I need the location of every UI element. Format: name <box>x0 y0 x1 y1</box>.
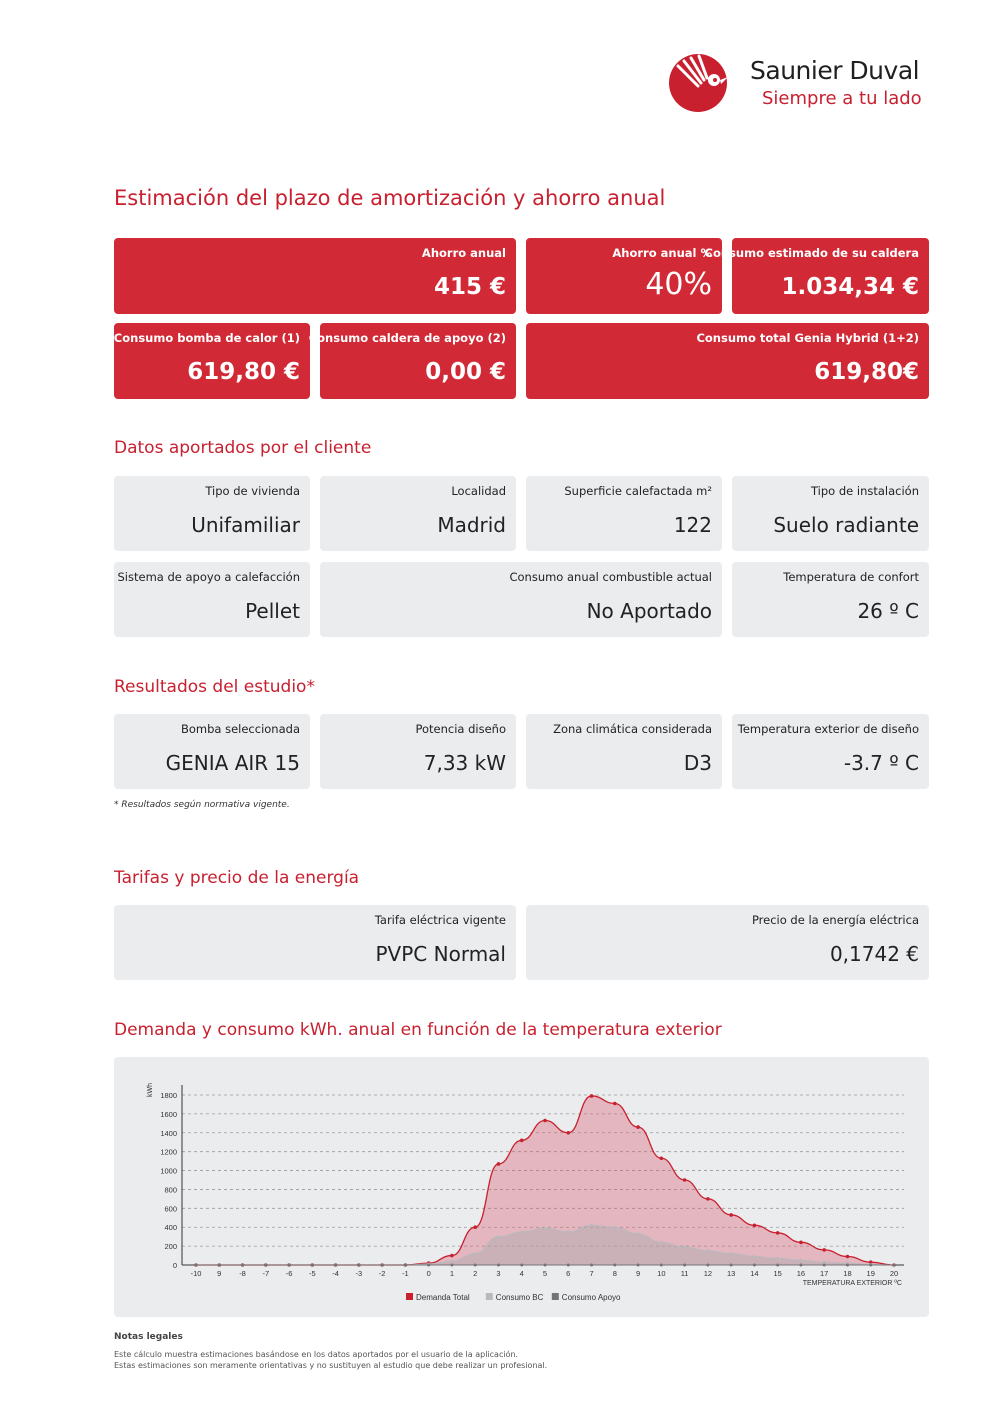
data-point <box>357 1264 360 1267</box>
data-point <box>729 1213 733 1217</box>
y-tick-label: 1000 <box>160 1166 177 1176</box>
data-point <box>450 1260 453 1263</box>
data-point <box>264 1264 267 1267</box>
field-label: Tipo de vivienda <box>205 484 300 498</box>
summary-label: Consumo caldera de apoyo (2) <box>308 331 506 345</box>
data-point <box>544 1227 547 1230</box>
client-field-consumo-combustible <box>320 562 722 637</box>
x-tick-label: 15 <box>773 1269 782 1278</box>
tariffs-section-heading: Tarifas y precio de la energía <box>114 868 360 888</box>
field-label: Temperatura exterior de diseño <box>737 722 919 736</box>
field-value: 122 <box>673 513 712 537</box>
field-label: Sistema de apoyo a calefacción <box>117 570 300 584</box>
x-tick-label: 3 <box>496 1269 501 1278</box>
summary-card-caldera-apoyo <box>308 323 516 399</box>
legend-swatch <box>486 1293 493 1300</box>
x-tick-label: 8 <box>612 1269 617 1278</box>
summary-card-consumo-caldera <box>704 238 929 314</box>
client-field-tipo-vivienda <box>114 476 310 551</box>
field-value: Unifamiliar <box>191 513 300 537</box>
data-point <box>474 1264 477 1267</box>
summary-label: Consumo estimado de su caldera <box>704 246 919 260</box>
data-point <box>823 1261 826 1264</box>
x-tick-label: -8 <box>239 1269 246 1278</box>
field-label: Zona climática considerada <box>553 722 712 736</box>
y-tick-label: 1800 <box>160 1091 177 1100</box>
data-point <box>590 1224 593 1227</box>
field-value: GENIA AIR 15 <box>165 751 300 775</box>
data-point <box>776 1231 780 1235</box>
y-tick-label: 200 <box>164 1242 177 1252</box>
field-label: Temperatura de confort <box>783 570 919 584</box>
x-axis-label: TEMPERATURA EXTERIOR ºC <box>802 1280 902 1287</box>
x-tick-label: 13 <box>726 1269 736 1278</box>
results-section-heading: Resultados del estudio* <box>114 677 315 697</box>
data-point <box>637 1264 640 1267</box>
data-point <box>660 1264 663 1267</box>
field-value: Madrid <box>437 513 506 537</box>
x-tick-label: 12 <box>703 1269 713 1278</box>
legal-line: Este cálculo muestra estimaciones basándose en los datos aportados por el usuario de la aplicación. <box>114 1350 519 1359</box>
bird-logo-icon <box>664 50 734 112</box>
data-point <box>613 1226 616 1229</box>
x-tick-label: -10 <box>190 1269 202 1278</box>
data-point <box>846 1264 849 1267</box>
data-point <box>822 1248 826 1252</box>
y-axis-label: kWh <box>147 1083 154 1097</box>
x-tick-label: 17 <box>820 1269 829 1278</box>
data-point <box>637 1232 640 1235</box>
data-point <box>450 1254 454 1258</box>
x-tick-label: 10 <box>657 1269 666 1278</box>
data-point <box>381 1264 384 1267</box>
data-point <box>497 1235 500 1238</box>
summary-value: 619,80€ <box>814 359 919 385</box>
data-point <box>706 1249 709 1252</box>
x-tick-label: 7 <box>589 1269 594 1278</box>
tariff-field-precio <box>526 905 929 980</box>
data-point <box>683 1264 686 1267</box>
x-tick-label: -6 <box>285 1269 293 1278</box>
client-section-heading: Datos aportados por el cliente <box>114 438 372 458</box>
data-point <box>544 1264 547 1267</box>
x-tick-label: 11 <box>680 1269 689 1278</box>
data-point <box>567 1230 570 1233</box>
data-point <box>869 1264 872 1267</box>
x-tick-label: -2 <box>378 1269 386 1278</box>
summary-card-ahorro-pct <box>526 238 722 314</box>
x-tick-label: 18 <box>843 1269 852 1278</box>
client-field-localidad <box>320 476 516 551</box>
data-point <box>683 1178 687 1182</box>
data-point <box>753 1224 757 1228</box>
results-footnote: * Resultados según normativa vigente. <box>114 800 290 810</box>
chart-section-heading: Demanda y consumo kWh. anual en función de la temperatura exterior <box>114 1020 722 1040</box>
data-point <box>730 1252 733 1255</box>
y-tick-label: 0 <box>172 1261 177 1270</box>
data-point <box>776 1257 779 1260</box>
y-tick-label: 600 <box>164 1204 177 1214</box>
x-tick-label: 2 <box>473 1269 478 1278</box>
data-point <box>334 1264 337 1267</box>
data-point <box>450 1264 453 1267</box>
summary-value: 1.034,34 € <box>781 274 919 300</box>
summary-value: 0,00 € <box>425 359 506 385</box>
x-tick-label: -1 <box>402 1269 409 1278</box>
field-value: Pellet <box>245 599 300 623</box>
data-point <box>730 1264 733 1267</box>
result-field-zona <box>526 714 722 789</box>
brand-name: Saunier Duval <box>750 56 920 85</box>
y-tick-label: 800 <box>164 1185 177 1195</box>
data-point <box>753 1255 756 1258</box>
y-tick-label: 1400 <box>160 1128 177 1138</box>
field-value: Suelo radiante <box>773 513 919 537</box>
x-tick-label: 19 <box>866 1269 875 1278</box>
field-value: D3 <box>683 751 712 775</box>
summary-label: Ahorro anual % <box>612 246 712 260</box>
brand-logo <box>664 50 934 120</box>
legal-line: Estas estimaciones son meramente orientativas y no sustituyen al estudio que debe realizar un profesional. <box>114 1361 548 1370</box>
client-field-tipo-instalacion <box>732 476 929 551</box>
data-point <box>520 1264 523 1267</box>
data-point <box>218 1264 221 1267</box>
data-point <box>660 1156 664 1160</box>
x-tick-label: 14 <box>750 1269 759 1278</box>
x-tick-label: 4 <box>519 1269 524 1278</box>
data-point <box>567 1264 570 1267</box>
client-field-superficie <box>526 476 722 551</box>
data-point <box>893 1264 896 1267</box>
summary-label: Ahorro anual <box>421 246 506 260</box>
data-point <box>590 1264 593 1267</box>
x-tick-label: -7 <box>262 1269 270 1278</box>
summary-card-consumo-total <box>526 323 929 399</box>
field-value: PVPC Normal <box>375 942 506 966</box>
summary-label: Consumo bomba de calor (1) <box>113 331 300 345</box>
summary-card-ahorro-anual <box>114 238 516 314</box>
x-tick-label: 16 <box>796 1269 806 1278</box>
field-label: Bomba seleccionada <box>180 722 300 736</box>
legend-label: Demanda Total <box>416 1293 470 1302</box>
client-field-temperatura-confort <box>732 562 929 637</box>
summary-card-bomba-calor <box>114 323 310 399</box>
legend-swatch <box>552 1293 559 1300</box>
result-field-potencia <box>320 714 516 789</box>
legend-label: Consumo Apoyo <box>561 1293 621 1302</box>
field-label: Localidad <box>451 484 506 498</box>
data-point <box>683 1246 686 1249</box>
x-tick-label: 1 <box>449 1269 455 1278</box>
x-tick-label: 6 <box>566 1269 571 1278</box>
field-label: Consumo anual combustible actual <box>509 570 712 584</box>
data-point <box>706 1264 709 1267</box>
result-field-bomba <box>114 714 310 789</box>
legend-label: Consumo BC <box>495 1293 544 1302</box>
summary-value: 619,80 € <box>187 359 300 385</box>
data-point <box>566 1131 570 1135</box>
x-tick-label: -5 <box>308 1269 316 1278</box>
data-point <box>846 1255 850 1259</box>
x-tick-label: 0 <box>426 1269 431 1278</box>
x-tick-label: -3 <box>355 1269 363 1278</box>
brand-tagline: Siempre a tu lado <box>762 88 922 109</box>
data-point <box>241 1264 244 1267</box>
x-tick-label: 20 <box>889 1269 899 1278</box>
data-point <box>823 1264 826 1267</box>
field-label: Tipo de instalación <box>810 484 919 498</box>
data-point <box>660 1241 663 1244</box>
data-point <box>613 1102 617 1106</box>
data-point <box>497 1162 501 1166</box>
result-field-temp-exterior <box>732 714 929 789</box>
x-tick-label: 9 <box>217 1269 222 1278</box>
chart-panel <box>114 1057 929 1317</box>
field-value: 7,33 kW <box>423 751 506 775</box>
data-point <box>776 1264 779 1267</box>
data-point <box>520 1230 523 1233</box>
summary-value: 40% <box>645 267 712 302</box>
page-title: Estimación del plazo de amortización y ahorro anual <box>114 186 666 210</box>
summary-value: 415 € <box>433 274 506 300</box>
legend-swatch <box>406 1293 413 1300</box>
field-value: No Aportado <box>586 599 712 623</box>
data-point <box>590 1094 594 1098</box>
field-label: Potencia diseño <box>415 722 506 736</box>
y-tick-label: 400 <box>164 1223 177 1233</box>
y-tick-label: 1600 <box>160 1109 177 1119</box>
summary-label: Consumo total Genia Hybrid (1+2) <box>696 331 919 345</box>
data-point <box>404 1264 407 1267</box>
x-tick-label: 5 <box>542 1269 548 1278</box>
data-point <box>636 1125 640 1129</box>
data-point <box>427 1264 430 1267</box>
data-point <box>799 1241 803 1245</box>
data-point <box>799 1259 802 1262</box>
legal-notes <box>114 1332 547 1371</box>
tariff-field-tarifa <box>114 905 516 980</box>
data-point <box>473 1225 477 1229</box>
legal-title: Notas legales <box>114 1332 183 1342</box>
data-point <box>195 1264 198 1267</box>
x-tick-label: 9 <box>635 1269 641 1278</box>
field-value: 26 º C <box>857 599 919 623</box>
y-tick-label: 1200 <box>160 1147 177 1157</box>
x-tick-label: -4 <box>332 1269 339 1278</box>
client-field-sistema-apoyo <box>114 562 310 637</box>
data-point <box>706 1197 710 1201</box>
data-point <box>613 1264 616 1267</box>
data-point <box>799 1264 802 1267</box>
data-point <box>753 1264 756 1267</box>
demand-chart <box>114 1057 929 1317</box>
data-point <box>543 1119 547 1123</box>
data-point <box>520 1139 524 1143</box>
data-point <box>474 1252 477 1255</box>
data-point <box>311 1264 314 1267</box>
field-label: Precio de la energía eléctrica <box>751 913 919 927</box>
field-label: Tarifa eléctrica vigente <box>374 913 506 927</box>
field-value: 0,1742 € <box>829 942 919 966</box>
field-value: -3.7 º C <box>843 751 919 775</box>
data-point <box>497 1264 500 1267</box>
field-label: Superficie calefactada m² <box>564 484 712 498</box>
data-point <box>288 1264 291 1267</box>
